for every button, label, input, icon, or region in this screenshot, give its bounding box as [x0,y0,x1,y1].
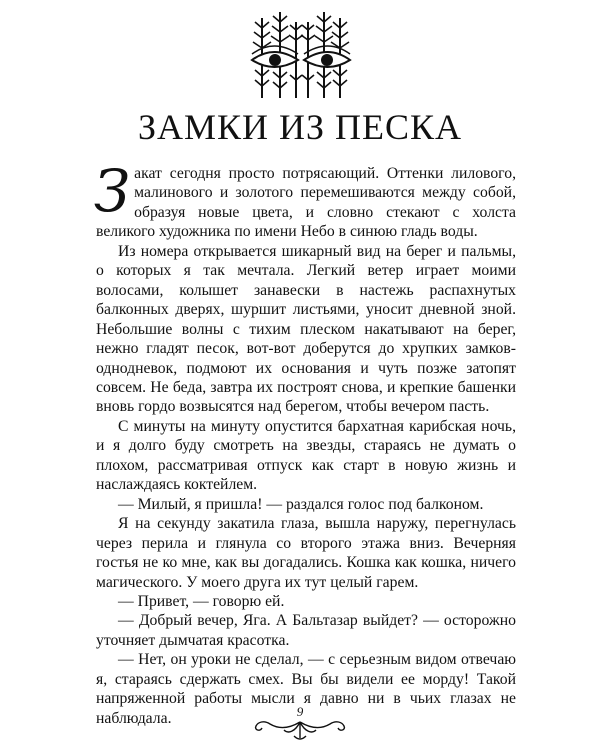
trees-with-eyes-icon [238,8,364,100]
page-footer [240,704,360,744]
drop-cap: З [94,157,131,225]
chapter-body [94,157,516,728]
paragraph [94,157,516,242]
page-number: 9 [296,704,304,719]
paragraph: С минуты на минуту опустится бархатная карибская ночь, и я долго буду смотреть на звезды, стараясь не думать о плохом, рассматривая отпуск как старт в новую жизнь и наслаждаясь коктейлем. [96,417,516,494]
paragraph: Из номера открывается шикарный вид на берег и пальмы, о которых я так мечтала. Легкий ветер играет моими волосами, колышет занавески в настежь распахнутых балконных дверях, шуршит листьями, уносит дневной зной. Небольшие волны с тихим плеском накатывают на берег, нежно гладят песок, вот-вот доберутся до хрупких замков-однодневок, подмоют их основания и чуть позже затопят совсем. Не беда, завтра их построят снова, и крепкие башенки вновь гордо возвысятся над берегом, чтобы вечером пасть. [96,242,516,416]
chapter-title: ЗАМКИ ИЗ ПЕСКА [137,107,463,147]
dialogue-line: — Привет, — говорю ей. [118,592,285,610]
dialogue-line: — Милый, я пришла! — раздался голос под балконом. [118,495,484,513]
dialogue-line: — Нет, он уроки не сделал, — с серьезным видом отвечаю я, стараясь сдержать смех. Вы бы видели ее морду! Такой напряженной работы мысли я давно ни в чьих глазах не наблюдала. [96,651,516,727]
paragraph: Я на секунду закатила глаза, вышла наружу, перегнулась через перила и глянула со второго этажа вниз. Вечерняя гостья не ко мне, как вы догадались. Кошка как кошка, ничего магического. У моего друга их тут целый гарем. [96,515,516,591]
dialogue-line: — Добрый вечер, Яга. А Бальтазар выйдет? — осторожно уточняет дымчатая красотка. [96,612,516,649]
paragraph-text: акат сегодня просто потрясающий. Оттенки лилового, малинового и золотого перемешиваются между собой, образуя новые цвета, и словно стекают с холста великого художника по имени Небо в синюю гладь воды. [96,165,516,241]
